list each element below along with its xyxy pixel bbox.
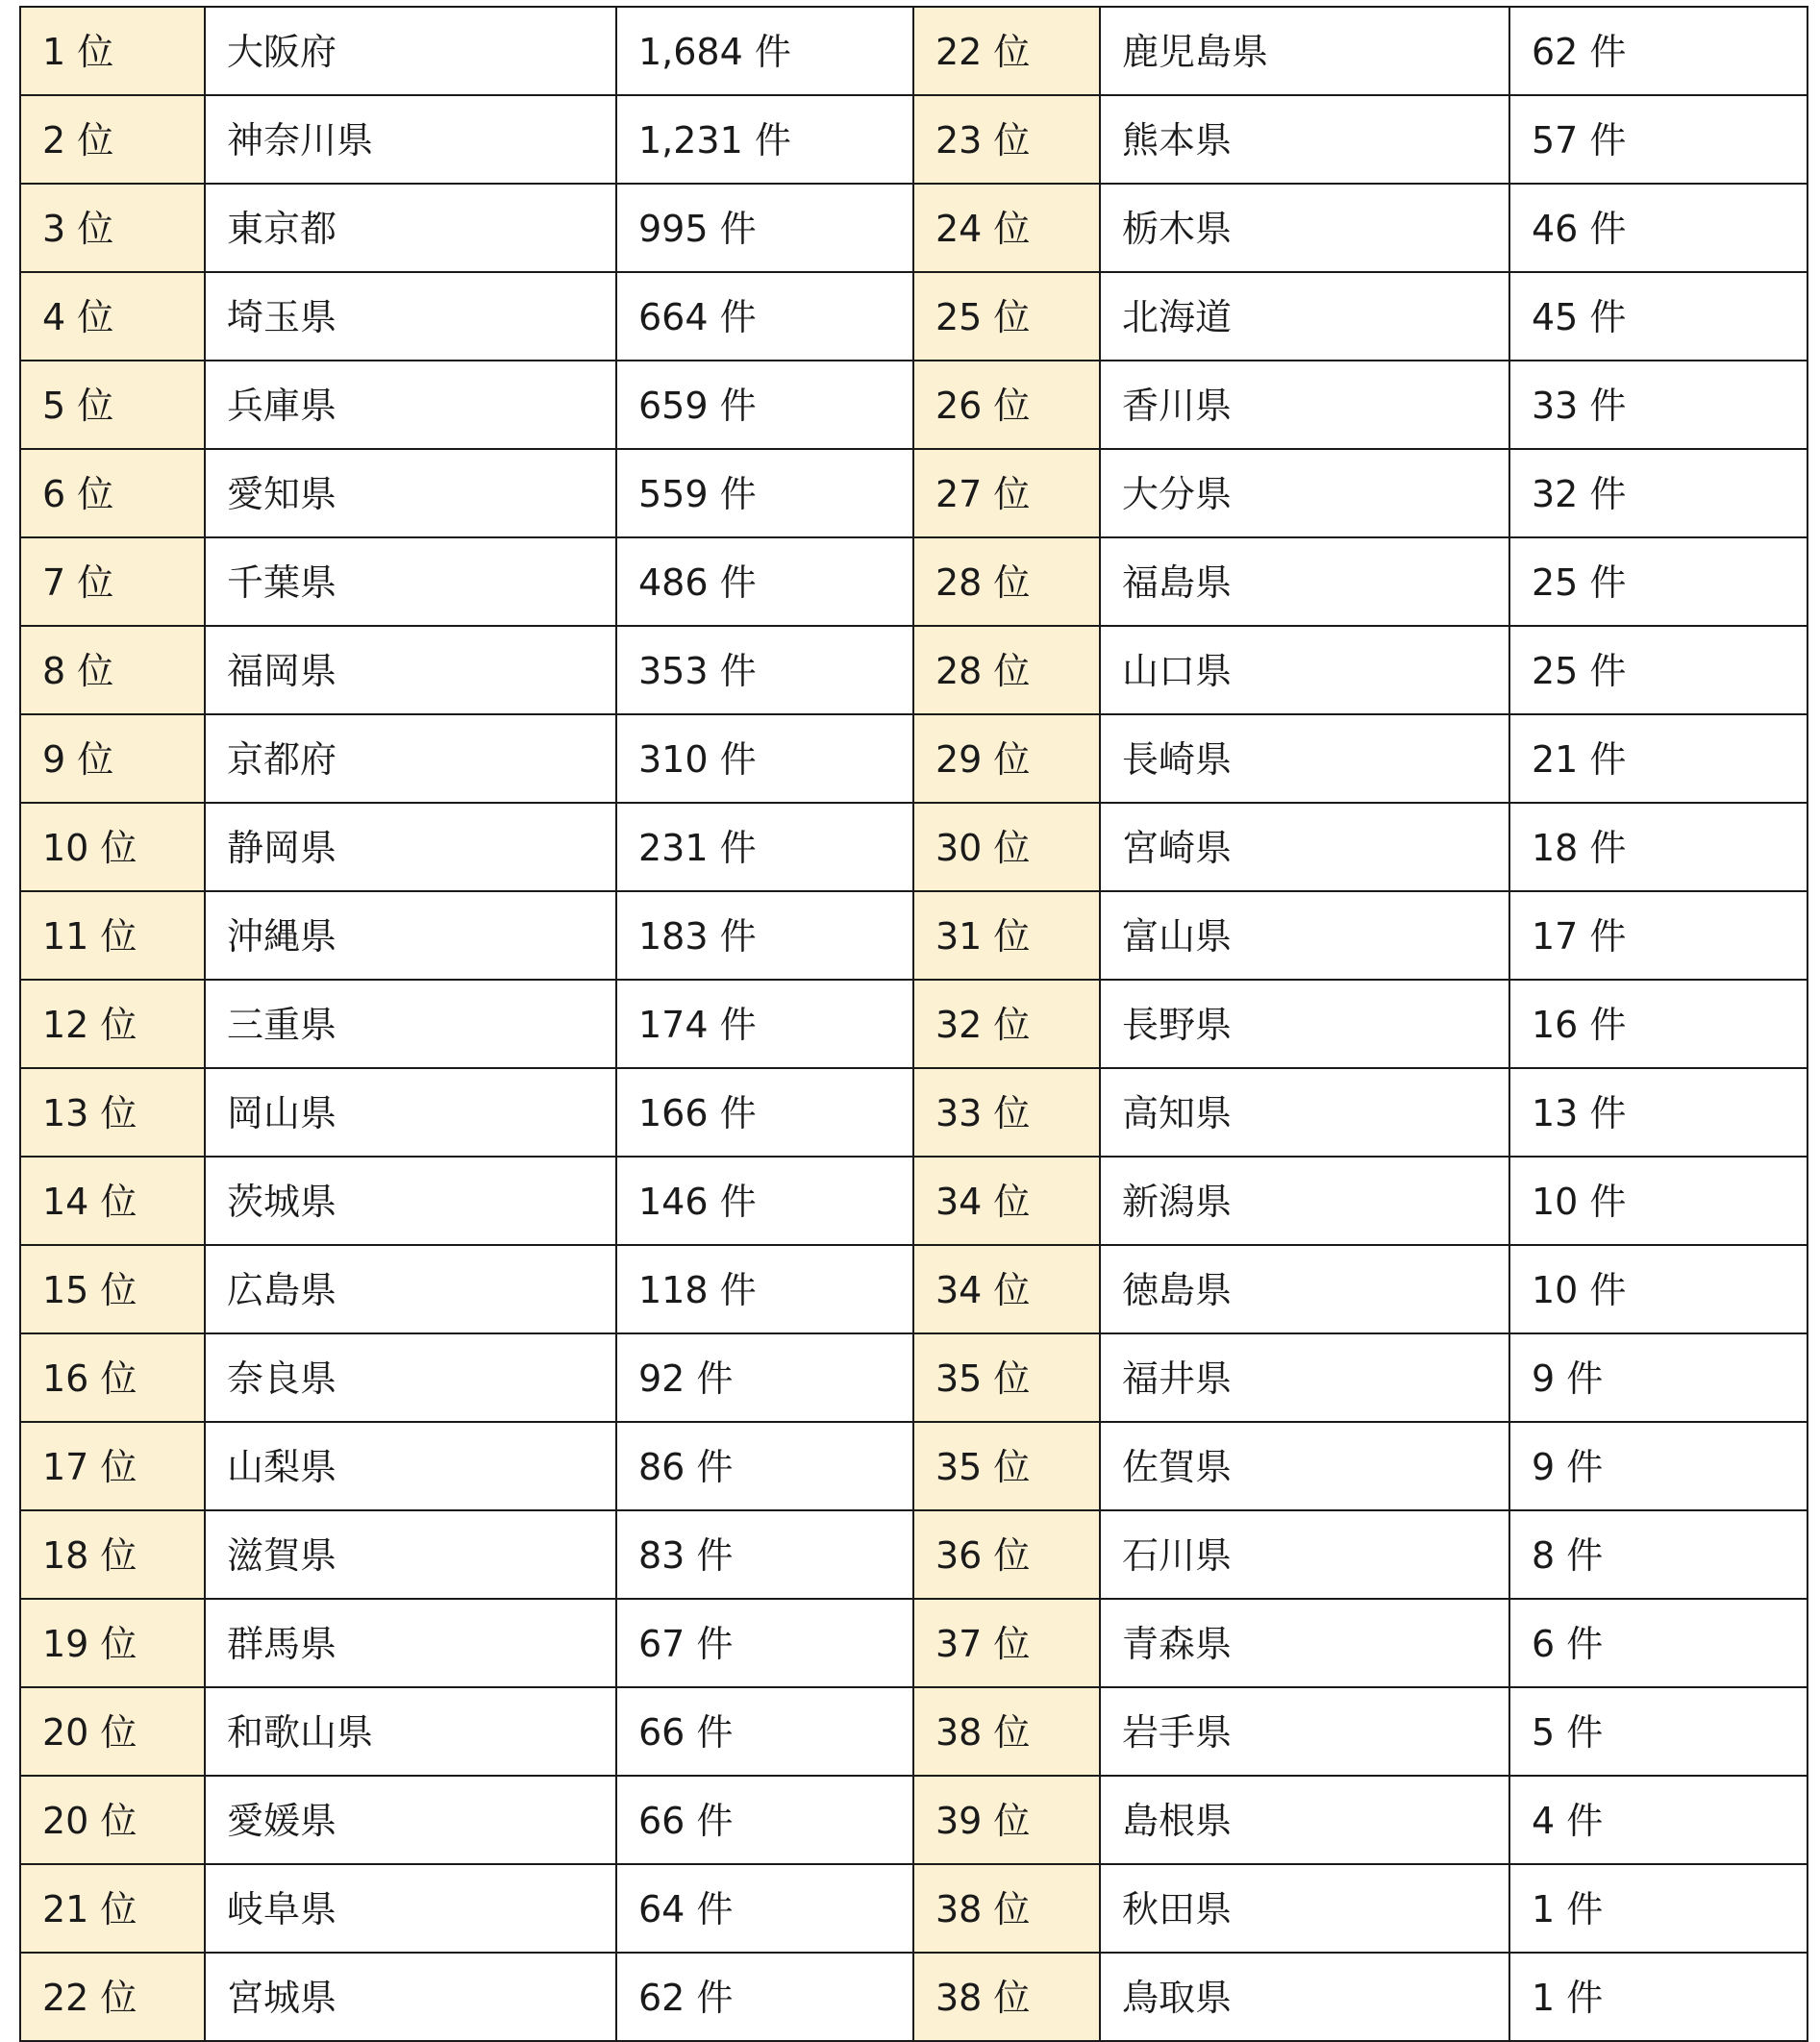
prefecture-cell: 熊本県 bbox=[1100, 95, 1509, 184]
rank-cell: 30 位 bbox=[913, 803, 1100, 891]
count-cell: 4 件 bbox=[1509, 1776, 1808, 1864]
count-cell: 83 件 bbox=[616, 1510, 913, 1599]
rank-cell: 3 位 bbox=[20, 184, 205, 272]
prefecture-cell: 愛媛県 bbox=[205, 1776, 616, 1864]
table-row bbox=[20, 272, 1808, 361]
count-cell: 995 件 bbox=[616, 184, 913, 272]
prefecture-cell: 島根県 bbox=[1100, 1776, 1509, 1864]
prefecture-cell: 栃木県 bbox=[1100, 184, 1509, 272]
count-cell: 8 件 bbox=[1509, 1510, 1808, 1599]
rank-cell: 5 位 bbox=[20, 361, 205, 449]
count-cell: 17 件 bbox=[1509, 891, 1808, 980]
count-cell: 9 件 bbox=[1509, 1422, 1808, 1510]
count-cell: 62 件 bbox=[1509, 7, 1808, 95]
rank-cell: 17 位 bbox=[20, 1422, 205, 1510]
rank-cell: 14 位 bbox=[20, 1157, 205, 1245]
prefecture-cell: 沖縄県 bbox=[205, 891, 616, 980]
prefecture-cell: 神奈川県 bbox=[205, 95, 616, 184]
rank-cell: 23 位 bbox=[913, 95, 1100, 184]
prefecture-cell: 秋田県 bbox=[1100, 1864, 1509, 1953]
rank-cell: 38 位 bbox=[913, 1864, 1100, 1953]
table-row bbox=[20, 714, 1808, 803]
count-cell: 664 件 bbox=[616, 272, 913, 361]
ranking-table-body bbox=[20, 7, 1808, 2041]
table-row bbox=[20, 1687, 1808, 1776]
count-cell: 21 件 bbox=[1509, 714, 1808, 803]
count-cell: 559 件 bbox=[616, 449, 913, 537]
rank-cell: 20 位 bbox=[20, 1687, 205, 1776]
table-row bbox=[20, 7, 1808, 95]
prefecture-cell: 京都府 bbox=[205, 714, 616, 803]
table-row bbox=[20, 891, 1808, 980]
count-cell: 166 件 bbox=[616, 1068, 913, 1157]
rank-cell: 22 位 bbox=[913, 7, 1100, 95]
prefecture-cell: 大阪府 bbox=[205, 7, 616, 95]
rank-cell: 20 位 bbox=[20, 1776, 205, 1864]
prefecture-cell: 東京都 bbox=[205, 184, 616, 272]
prefecture-cell: 宮崎県 bbox=[1100, 803, 1509, 891]
prefecture-cell: 佐賀県 bbox=[1100, 1422, 1509, 1510]
table-row bbox=[20, 803, 1808, 891]
rank-cell: 19 位 bbox=[20, 1599, 205, 1687]
prefecture-cell: 三重県 bbox=[205, 980, 616, 1068]
table-row bbox=[20, 1776, 1808, 1864]
rank-cell: 21 位 bbox=[20, 1864, 205, 1953]
count-cell: 62 件 bbox=[616, 1953, 913, 2041]
count-cell: 32 件 bbox=[1509, 449, 1808, 537]
prefecture-cell: 大分県 bbox=[1100, 449, 1509, 537]
count-cell: 86 件 bbox=[616, 1422, 913, 1510]
count-cell: 18 件 bbox=[1509, 803, 1808, 891]
rank-cell: 11 位 bbox=[20, 891, 205, 980]
rank-cell: 37 位 bbox=[913, 1599, 1100, 1687]
rank-cell: 32 位 bbox=[913, 980, 1100, 1068]
rank-cell: 33 位 bbox=[913, 1068, 1100, 1157]
prefecture-cell: 長崎県 bbox=[1100, 714, 1509, 803]
count-cell: 25 件 bbox=[1509, 537, 1808, 626]
prefecture-cell: 茨城県 bbox=[205, 1157, 616, 1245]
count-cell: 33 件 bbox=[1509, 361, 1808, 449]
prefecture-cell: 滋賀県 bbox=[205, 1510, 616, 1599]
count-cell: 45 件 bbox=[1509, 272, 1808, 361]
rank-cell: 8 位 bbox=[20, 626, 205, 714]
prefecture-cell: 新潟県 bbox=[1100, 1157, 1509, 1245]
count-cell: 25 件 bbox=[1509, 626, 1808, 714]
prefecture-cell: 高知県 bbox=[1100, 1068, 1509, 1157]
table-row bbox=[20, 1068, 1808, 1157]
prefecture-cell: 宮城県 bbox=[205, 1953, 616, 2041]
count-cell: 1 件 bbox=[1509, 1864, 1808, 1953]
count-cell: 67 件 bbox=[616, 1599, 913, 1687]
rank-cell: 12 位 bbox=[20, 980, 205, 1068]
prefecture-cell: 福井県 bbox=[1100, 1333, 1509, 1422]
rank-cell: 24 位 bbox=[913, 184, 1100, 272]
rank-cell: 6 位 bbox=[20, 449, 205, 537]
prefecture-cell: 奈良県 bbox=[205, 1333, 616, 1422]
table-row bbox=[20, 1953, 1808, 2041]
prefecture-cell: 山梨県 bbox=[205, 1422, 616, 1510]
count-cell: 659 件 bbox=[616, 361, 913, 449]
prefecture-cell: 福島県 bbox=[1100, 537, 1509, 626]
count-cell: 174 件 bbox=[616, 980, 913, 1068]
rank-cell: 28 位 bbox=[913, 626, 1100, 714]
table-row bbox=[20, 537, 1808, 626]
prefecture-cell: 富山県 bbox=[1100, 891, 1509, 980]
rank-cell: 31 位 bbox=[913, 891, 1100, 980]
count-cell: 310 件 bbox=[616, 714, 913, 803]
count-cell: 1,231 件 bbox=[616, 95, 913, 184]
count-cell: 5 件 bbox=[1509, 1687, 1808, 1776]
count-cell: 1 件 bbox=[1509, 1953, 1808, 2041]
rank-cell: 9 位 bbox=[20, 714, 205, 803]
count-cell: 183 件 bbox=[616, 891, 913, 980]
table-row bbox=[20, 1864, 1808, 1953]
rank-cell: 35 位 bbox=[913, 1333, 1100, 1422]
prefecture-cell: 千葉県 bbox=[205, 537, 616, 626]
rank-cell: 39 位 bbox=[913, 1776, 1100, 1864]
rank-cell: 2 位 bbox=[20, 95, 205, 184]
table-row bbox=[20, 626, 1808, 714]
rank-cell: 25 位 bbox=[913, 272, 1100, 361]
count-cell: 10 件 bbox=[1509, 1245, 1808, 1333]
prefecture-cell: 岩手県 bbox=[1100, 1687, 1509, 1776]
rank-cell: 28 位 bbox=[913, 537, 1100, 626]
prefecture-cell: 広島県 bbox=[205, 1245, 616, 1333]
prefecture-ranking-table bbox=[19, 6, 1808, 2042]
rank-cell: 22 位 bbox=[20, 1953, 205, 2041]
rank-cell: 13 位 bbox=[20, 1068, 205, 1157]
prefecture-cell: 和歌山県 bbox=[205, 1687, 616, 1776]
prefecture-cell: 埼玉県 bbox=[205, 272, 616, 361]
prefecture-cell: 静岡県 bbox=[205, 803, 616, 891]
prefecture-cell: 群馬県 bbox=[205, 1599, 616, 1687]
rank-cell: 35 位 bbox=[913, 1422, 1100, 1510]
table-row bbox=[20, 1510, 1808, 1599]
prefecture-cell: 福岡県 bbox=[205, 626, 616, 714]
table-row bbox=[20, 980, 1808, 1068]
prefecture-cell: 長野県 bbox=[1100, 980, 1509, 1068]
rank-cell: 27 位 bbox=[913, 449, 1100, 537]
rank-cell: 34 位 bbox=[913, 1245, 1100, 1333]
rank-cell: 16 位 bbox=[20, 1333, 205, 1422]
prefecture-cell: 山口県 bbox=[1100, 626, 1509, 714]
count-cell: 9 件 bbox=[1509, 1333, 1808, 1422]
prefecture-cell: 鹿児島県 bbox=[1100, 7, 1509, 95]
rank-cell: 4 位 bbox=[20, 272, 205, 361]
count-cell: 46 件 bbox=[1509, 184, 1808, 272]
count-cell: 486 件 bbox=[616, 537, 913, 626]
table-row bbox=[20, 1599, 1808, 1687]
table-row bbox=[20, 95, 1808, 184]
prefecture-cell: 徳島県 bbox=[1100, 1245, 1509, 1333]
rank-cell: 7 位 bbox=[20, 537, 205, 626]
rank-cell: 34 位 bbox=[913, 1157, 1100, 1245]
rank-cell: 29 位 bbox=[913, 714, 1100, 803]
count-cell: 1,684 件 bbox=[616, 7, 913, 95]
prefecture-cell: 愛知県 bbox=[205, 449, 616, 537]
rank-cell: 36 位 bbox=[913, 1510, 1100, 1599]
prefecture-cell: 岡山県 bbox=[205, 1068, 616, 1157]
count-cell: 146 件 bbox=[616, 1157, 913, 1245]
rank-cell: 15 位 bbox=[20, 1245, 205, 1333]
count-cell: 92 件 bbox=[616, 1333, 913, 1422]
count-cell: 13 件 bbox=[1509, 1068, 1808, 1157]
count-cell: 57 件 bbox=[1509, 95, 1808, 184]
prefecture-cell: 岐阜県 bbox=[205, 1864, 616, 1953]
prefecture-cell: 北海道 bbox=[1100, 272, 1509, 361]
table-row bbox=[20, 1157, 1808, 1245]
rank-cell: 1 位 bbox=[20, 7, 205, 95]
count-cell: 10 件 bbox=[1509, 1157, 1808, 1245]
rank-cell: 26 位 bbox=[913, 361, 1100, 449]
prefecture-cell: 石川県 bbox=[1100, 1510, 1509, 1599]
table-row bbox=[20, 449, 1808, 537]
table-row bbox=[20, 1245, 1808, 1333]
count-cell: 231 件 bbox=[616, 803, 913, 891]
rank-cell: 10 位 bbox=[20, 803, 205, 891]
table-row bbox=[20, 184, 1808, 272]
count-cell: 6 件 bbox=[1509, 1599, 1808, 1687]
prefecture-cell: 香川県 bbox=[1100, 361, 1509, 449]
count-cell: 118 件 bbox=[616, 1245, 913, 1333]
count-cell: 353 件 bbox=[616, 626, 913, 714]
count-cell: 16 件 bbox=[1509, 980, 1808, 1068]
count-cell: 64 件 bbox=[616, 1864, 913, 1953]
rank-cell: 18 位 bbox=[20, 1510, 205, 1599]
count-cell: 66 件 bbox=[616, 1776, 913, 1864]
prefecture-cell: 兵庫県 bbox=[205, 361, 616, 449]
count-cell: 66 件 bbox=[616, 1687, 913, 1776]
table-row bbox=[20, 1422, 1808, 1510]
table-row bbox=[20, 1333, 1808, 1422]
prefecture-cell: 鳥取県 bbox=[1100, 1953, 1509, 2041]
prefecture-cell: 青森県 bbox=[1100, 1599, 1509, 1687]
table-row bbox=[20, 361, 1808, 449]
rank-cell: 38 位 bbox=[913, 1687, 1100, 1776]
rank-cell: 38 位 bbox=[913, 1953, 1100, 2041]
